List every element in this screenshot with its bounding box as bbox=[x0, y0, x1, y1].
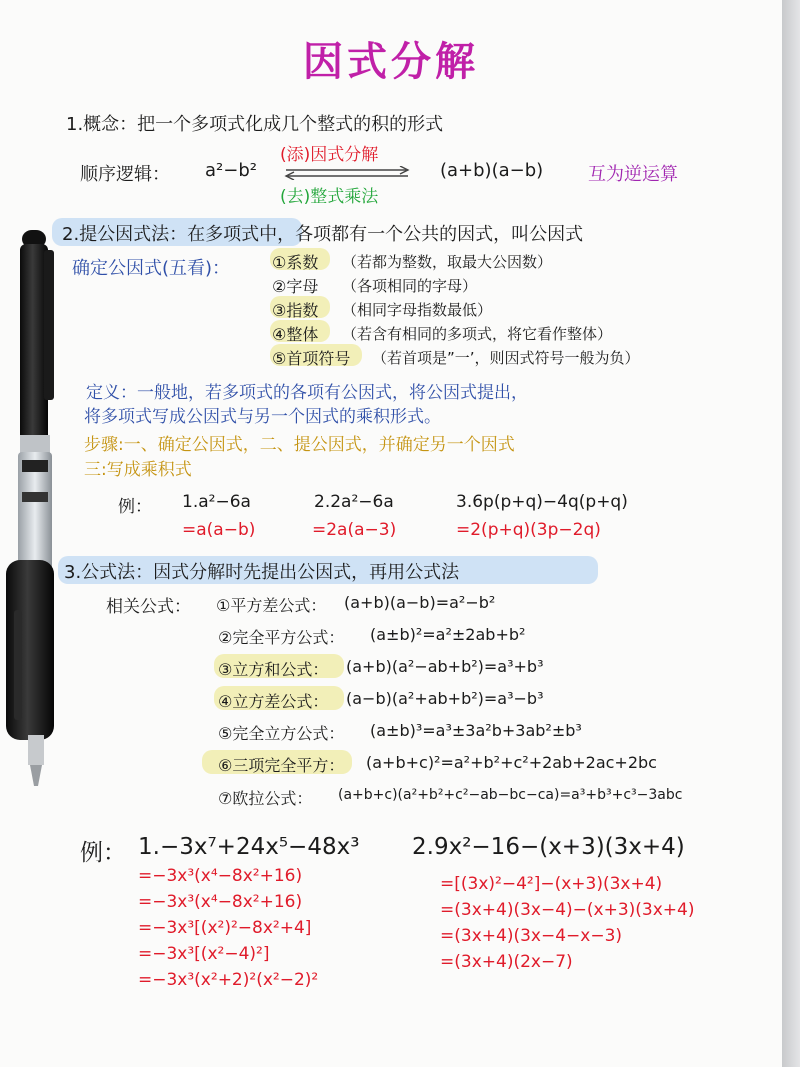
paper-edge bbox=[782, 0, 800, 1067]
double-arrow-icon bbox=[282, 166, 412, 180]
worked-step: =−3x³(x²+2)²(x²−2)² bbox=[138, 970, 319, 990]
formula-expression: (a−b)(a²+ab+b²)=a³−b³ bbox=[346, 689, 544, 708]
left-expression: a²−b² bbox=[205, 160, 257, 181]
concept-text: 1.概念：把一个多项式化成几个整式的积的形式 bbox=[66, 114, 444, 135]
pen-icon bbox=[2, 230, 74, 790]
formula-name: ③立方和公式： bbox=[218, 660, 329, 679]
five-item-desc: （相同字母指数最低） bbox=[342, 301, 493, 319]
worked-step: =−3x³[(x²−4)²] bbox=[138, 944, 270, 964]
worked-step: =−3x³[(x²)²−8x²+4] bbox=[138, 918, 312, 938]
worked-step: =−3x³(x⁴−8x²+16) bbox=[138, 866, 303, 886]
example-question: 2.2a²−6a bbox=[314, 492, 394, 512]
formula-name: ②完全平方公式： bbox=[218, 628, 345, 647]
worked-step: =(3x+4)(3x−4−x−3) bbox=[440, 926, 623, 946]
formula-expression: (a+b)(a²−ab+b²)=a³+b³ bbox=[346, 657, 544, 676]
formulas-label: 相关公式： bbox=[106, 597, 191, 617]
example-question: 3.6p(p+q)−4q(p+q) bbox=[456, 492, 628, 512]
inverse-operation-text: 互为逆运算 bbox=[588, 164, 678, 185]
worked-example-label: 例： bbox=[80, 840, 126, 866]
five-item-name: ①系数 bbox=[272, 253, 319, 272]
worked-question-2: 2.9x²−16−(x+3)(3x+4) bbox=[412, 834, 685, 860]
page-title: 因式分解 bbox=[303, 39, 479, 85]
formula-expression: (a±b)²=a²±2ab+b² bbox=[370, 625, 526, 644]
five-item-name: ④整体 bbox=[272, 325, 319, 344]
formula-name: ①平方差公式： bbox=[216, 596, 327, 615]
formula-name: ⑥三项完全平方： bbox=[218, 756, 345, 775]
example-answer: =a(a−b) bbox=[182, 520, 256, 540]
right-expression: (a+b)(a−b) bbox=[440, 160, 544, 181]
example-label: 例： bbox=[118, 497, 152, 517]
worked-question-1: 1.−3x⁷+24x⁵−48x³ bbox=[138, 834, 360, 860]
formula-name: ⑤完全立方公式： bbox=[218, 724, 345, 743]
five-item-name: ⑤首项符号 bbox=[272, 349, 351, 368]
arrow-bottom-label: (去)整式乘法 bbox=[280, 187, 379, 207]
five-item-desc: （若都为整数，取最大公因数） bbox=[342, 253, 553, 271]
worked-step: =−3x³(x⁴−8x²+16) bbox=[138, 892, 303, 912]
worked-step: =(3x+4)(3x−4)−(x+3)(3x+4) bbox=[440, 900, 695, 920]
steps-line-1: 步骤:一、确定公因式，二、提公因式，并确定另一个因式 bbox=[84, 435, 515, 455]
formula-expression: (a+b+c)²=a²+b²+c²+2ab+2ac+2bc bbox=[366, 753, 657, 772]
definition-line-1: 定义：一般地，若多项式的各项有公因式，将公因式提出， bbox=[86, 383, 528, 403]
five-item-desc: （若含有相同的多项式，将它看作整体） bbox=[342, 325, 613, 343]
formula-name: ⑦欧拉公式： bbox=[218, 789, 313, 808]
example-question: 1.a²−6a bbox=[182, 492, 251, 512]
section2-heading: 2.提公因式法：在多项式中，各项都有一个公共的因式，叫公因式 bbox=[62, 224, 584, 245]
five-item-name: ②字母 bbox=[272, 277, 319, 296]
five-item-desc: （若首项是”一’，则因式符号一般为负） bbox=[372, 349, 640, 367]
formula-name: ④立方差公式： bbox=[218, 692, 329, 711]
five-item-name: ③指数 bbox=[272, 301, 319, 320]
logic-label: 顺序逻辑： bbox=[80, 164, 170, 185]
formula-expression: (a+b+c)(a²+b²+c²−ab−bc−ca)=a³+b³+c³−3abc bbox=[338, 787, 683, 803]
steps-line-2: 三:写成乘积式 bbox=[84, 460, 192, 480]
formula-expression: (a+b)(a−b)=a²−b² bbox=[344, 593, 496, 612]
formula-expression: (a±b)³=a³±3a²b+3ab²±b³ bbox=[370, 721, 582, 740]
worked-step: =[(3x)²−4²]−(x+3)(3x+4) bbox=[440, 874, 663, 894]
example-answer: =2a(a−3) bbox=[312, 520, 397, 540]
definition-line-2: 将多项式写成公因式与另一个因式的乘积形式。 bbox=[84, 407, 441, 427]
arrow-top-label: (添)因式分解 bbox=[280, 145, 379, 165]
worked-step: =(3x+4)(2x−7) bbox=[440, 952, 573, 972]
five-item-desc: （各项相同的字母） bbox=[342, 277, 478, 295]
example-answer: =2(p+q)(3p−2q) bbox=[456, 520, 601, 540]
five-look-label: 确定公因式(五看)： bbox=[72, 258, 231, 279]
section3-heading: 3.公式法：因式分解时先提出公因式，再用公式法 bbox=[64, 562, 460, 583]
